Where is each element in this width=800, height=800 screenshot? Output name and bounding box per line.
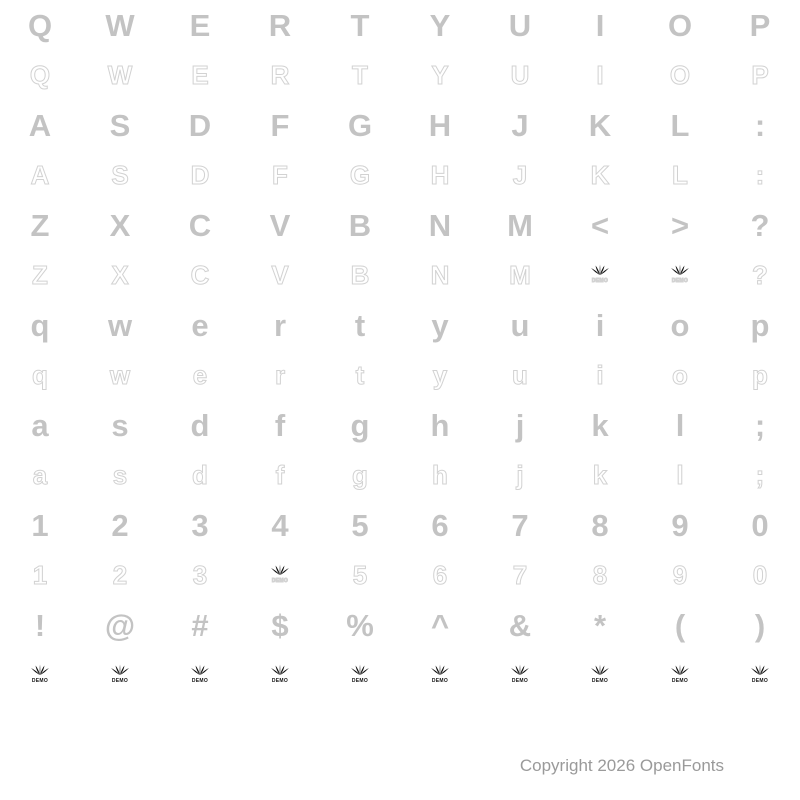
glyph-cell: [720, 400, 800, 450]
glyph-character: 2: [112, 560, 128, 590]
glyph-character: B: [348, 207, 372, 243]
glyph-character: Q: [29, 60, 51, 90]
demo-stamp-cell: [160, 650, 240, 700]
demo-stamp-cell: [0, 650, 80, 700]
glyph-cell: [160, 500, 240, 550]
glyph-character: d: [192, 460, 208, 490]
demo-stamp-icon: [29, 664, 51, 686]
glyph-cell: [80, 100, 160, 150]
glyph-cell: [240, 450, 320, 500]
glyph-cell: [640, 200, 720, 250]
glyph-character: e: [191, 307, 209, 343]
demo-stamp-cell: [80, 650, 160, 700]
glyph-character: h: [430, 407, 450, 443]
glyph-character: j: [515, 407, 525, 443]
demo-stamp-icon: [269, 664, 291, 686]
glyph-cell: [240, 200, 320, 250]
glyph-cell: [80, 150, 160, 200]
glyph-character: E: [189, 7, 211, 43]
glyph-character: U: [508, 7, 532, 43]
glyph-character: 0: [751, 507, 769, 543]
demo-stamp-label: DEMO: [431, 678, 449, 684]
glyph-cell: [320, 450, 400, 500]
glyph-cell: [560, 500, 640, 550]
glyph-character: &: [508, 607, 532, 643]
glyph-cell: [320, 600, 400, 650]
demo-stamp-label: DEMO: [351, 678, 369, 684]
demo-stamp-icon: [669, 264, 691, 286]
glyph-cell: [160, 250, 240, 300]
glyph-cell: [160, 550, 240, 600]
glyph-cell: [480, 450, 560, 500]
glyph-character: p: [750, 307, 770, 343]
glyph-character: C: [190, 260, 210, 290]
glyph-cell: [80, 50, 160, 100]
glyph-character: f: [275, 460, 285, 490]
glyph-cell: [0, 50, 80, 100]
demo-stamp-icon: [109, 664, 131, 686]
glyph-character: ): [754, 607, 766, 643]
glyph-character: 8: [592, 560, 608, 590]
glyph-cell: [160, 300, 240, 350]
demo-stamp-cell: [240, 550, 320, 600]
glyph-cell: [480, 150, 560, 200]
glyph-cell: [400, 0, 480, 50]
glyph-cell: [560, 100, 640, 150]
glyph-character: g: [352, 460, 368, 490]
glyph-character: Y: [431, 60, 449, 90]
glyph-character: 7: [511, 507, 529, 543]
glyph-cell: [80, 300, 160, 350]
glyph-cell: [720, 200, 800, 250]
glyph-cell: [480, 100, 560, 150]
glyph-character: 9: [671, 507, 689, 543]
glyph-cell: [480, 600, 560, 650]
glyph-cell: [720, 450, 800, 500]
glyph-cell: [240, 350, 320, 400]
glyph-cell: [480, 550, 560, 600]
glyph-cell: [160, 400, 240, 450]
glyph-cell: [400, 50, 480, 100]
glyph-character: f: [274, 407, 286, 443]
demo-stamp-label: DEMO: [671, 678, 689, 684]
glyph-character: D: [190, 160, 210, 190]
glyph-character: u: [510, 307, 530, 343]
glyph-character: ?: [750, 207, 770, 243]
glyph-character: o: [672, 360, 688, 390]
glyph-character: H: [430, 160, 450, 190]
glyph-character: :: [754, 107, 766, 143]
glyph-character: S: [109, 107, 131, 143]
glyph-character: :: [755, 160, 765, 190]
glyph-cell: [160, 150, 240, 200]
glyph-character: %: [346, 607, 374, 643]
glyph-character: k: [592, 460, 608, 490]
glyph-character: O: [669, 60, 691, 90]
glyph-cell: [0, 450, 80, 500]
glyph-cell: [240, 50, 320, 100]
glyph-character: X: [111, 260, 129, 290]
glyph-cell: [400, 100, 480, 150]
glyph-character: P: [751, 60, 769, 90]
glyph-cell: [480, 500, 560, 550]
demo-stamp-label: DEMO: [111, 678, 129, 684]
glyph-character: 1: [31, 507, 49, 543]
glyph-cell: [0, 550, 80, 600]
glyph-cell: [640, 600, 720, 650]
demo-stamp-label: DEMO: [191, 678, 209, 684]
glyph-cell: [80, 0, 160, 50]
glyph-cell: [640, 50, 720, 100]
glyph-character: q: [30, 307, 50, 343]
glyph-cell: [640, 350, 720, 400]
glyph-cell: [480, 400, 560, 450]
glyph-cell: [240, 0, 320, 50]
demo-stamp-label: DEMO: [591, 678, 609, 684]
demo-stamp-icon: [189, 664, 211, 686]
demo-stamp-cell: [560, 650, 640, 700]
glyph-character: T: [350, 7, 370, 43]
glyph-character: <: [590, 207, 610, 243]
glyph-character: 4: [271, 507, 289, 543]
glyph-cell: [640, 100, 720, 150]
glyph-character: u: [512, 360, 528, 390]
glyph-character: q: [32, 360, 48, 390]
glyph-cell: [480, 250, 560, 300]
glyph-character: ;: [755, 460, 765, 490]
demo-stamp-cell: [640, 250, 720, 300]
glyph-cell: [80, 550, 160, 600]
glyph-character: F: [272, 160, 288, 190]
glyph-character: w: [109, 360, 131, 390]
glyph-character: l: [675, 407, 685, 443]
glyph-cell: [640, 300, 720, 350]
glyph-character: y: [432, 360, 448, 390]
glyph-character: T: [352, 60, 368, 90]
demo-stamp-cell: [400, 650, 480, 700]
demo-stamp-label: DEMO: [271, 578, 289, 584]
glyph-character: F: [270, 107, 290, 143]
glyph-character: k: [591, 407, 609, 443]
glyph-cell: [400, 500, 480, 550]
glyph-cell: [480, 200, 560, 250]
glyph-cell: [400, 400, 480, 450]
glyph-cell: [720, 150, 800, 200]
glyph-cell: [240, 300, 320, 350]
glyph-cell: [480, 50, 560, 100]
glyph-character: 8: [591, 507, 609, 543]
glyph-cell: [240, 500, 320, 550]
glyph-cell: [320, 200, 400, 250]
demo-stamp-label: DEMO: [751, 678, 769, 684]
glyph-character: Y: [429, 7, 451, 43]
glyph-cell: [400, 300, 480, 350]
glyph-cell: [0, 200, 80, 250]
glyph-character: a: [31, 407, 49, 443]
glyph-cell: [240, 400, 320, 450]
glyph-cell: [720, 350, 800, 400]
glyph-cell: [0, 150, 80, 200]
glyph-cell: [80, 600, 160, 650]
glyph-cell: [240, 100, 320, 150]
glyph-character: s: [112, 460, 128, 490]
glyph-character: J: [511, 107, 529, 143]
glyph-character: G: [347, 107, 373, 143]
glyph-character: t: [355, 360, 365, 390]
glyph-cell: [560, 0, 640, 50]
glyph-cell: [240, 600, 320, 650]
glyph-cell: [560, 400, 640, 450]
demo-stamp-icon: [429, 664, 451, 686]
glyph-cell: [720, 100, 800, 150]
demo-stamp-label: DEMO: [511, 678, 529, 684]
glyph-character: P: [749, 7, 771, 43]
demo-stamp-icon: [269, 564, 291, 586]
demo-stamp-cell: [720, 650, 800, 700]
demo-stamp-cell: [320, 650, 400, 700]
glyph-character: K: [590, 160, 610, 190]
demo-stamp-label: DEMO: [671, 278, 689, 284]
glyph-cell: [560, 200, 640, 250]
glyph-cell: [400, 150, 480, 200]
copyright-footer: [0, 756, 800, 776]
glyph-cell: [640, 550, 720, 600]
glyph-cell: [0, 350, 80, 400]
glyph-character: 7: [512, 560, 528, 590]
glyph-character: Z: [32, 260, 48, 290]
glyph-character: 3: [192, 560, 208, 590]
glyph-character: 6: [431, 507, 449, 543]
glyph-character: W: [107, 60, 133, 90]
glyph-character: 5: [352, 560, 368, 590]
glyph-character: r: [273, 307, 287, 343]
glyph-cell: [480, 300, 560, 350]
glyph-character: w: [107, 307, 133, 343]
glyph-character: (: [674, 607, 686, 643]
demo-stamp-icon: [669, 664, 691, 686]
glyph-cell: [560, 600, 640, 650]
glyph-character: y: [431, 307, 449, 343]
glyph-character: O: [667, 7, 693, 43]
glyph-character: i: [595, 307, 605, 343]
glyph-character: *: [593, 607, 607, 643]
glyph-cell: [400, 550, 480, 600]
glyph-character: 2: [111, 507, 129, 543]
glyph-character: ;: [754, 407, 766, 443]
glyph-cell: [320, 550, 400, 600]
glyph-character: W: [105, 7, 135, 43]
glyph-character: A: [28, 107, 52, 143]
glyph-character: r: [274, 360, 286, 390]
glyph-cell: [0, 500, 80, 550]
glyph-character: N: [430, 260, 450, 290]
glyph-cell: [400, 250, 480, 300]
glyph-cell: [640, 500, 720, 550]
glyph-cell: [160, 200, 240, 250]
glyph-character: E: [191, 60, 209, 90]
glyph-cell: [160, 350, 240, 400]
glyph-character: B: [350, 260, 370, 290]
glyph-cell: [80, 250, 160, 300]
glyph-character: 1: [32, 560, 48, 590]
glyph-cell: [320, 250, 400, 300]
glyph-cell: [560, 50, 640, 100]
glyph-cell: [80, 400, 160, 450]
glyph-cell: [0, 250, 80, 300]
glyph-cell: [560, 450, 640, 500]
glyph-character: J: [512, 160, 528, 190]
glyph-cell: [560, 350, 640, 400]
glyph-character: l: [676, 460, 684, 490]
glyph-cell: [720, 550, 800, 600]
glyph-character: t: [354, 307, 366, 343]
demo-stamp-icon: [749, 664, 771, 686]
demo-stamp-icon: [509, 664, 531, 686]
glyph-cell: [400, 200, 480, 250]
demo-stamp-cell: [640, 650, 720, 700]
glyph-cell: [560, 150, 640, 200]
demo-stamp-icon: [589, 264, 611, 286]
demo-stamp-label: DEMO: [591, 278, 609, 284]
glyph-cell: [400, 600, 480, 650]
glyph-cell: [720, 300, 800, 350]
glyph-character: L: [670, 107, 690, 143]
glyph-cell: [320, 500, 400, 550]
glyph-character: g: [350, 407, 370, 443]
glyph-character: ^: [430, 607, 450, 643]
glyph-cell: [0, 100, 80, 150]
demo-stamp-label: DEMO: [271, 678, 289, 684]
glyph-cell: [640, 400, 720, 450]
glyph-character: 5: [351, 507, 369, 543]
glyph-cell: [480, 350, 560, 400]
glyph-cell: [80, 500, 160, 550]
demo-stamp-icon: [589, 664, 611, 686]
glyph-character: X: [109, 207, 131, 243]
demo-stamp-cell: [480, 650, 560, 700]
glyph-cell: [320, 400, 400, 450]
glyph-cell: [80, 350, 160, 400]
glyph-character: h: [432, 460, 448, 490]
demo-stamp-icon: [349, 664, 371, 686]
glyph-cell: [160, 50, 240, 100]
glyph-cell: [160, 600, 240, 650]
glyph-cell: [400, 350, 480, 400]
glyph-character: G: [349, 160, 371, 190]
glyph-cell: [0, 400, 80, 450]
glyph-character: !: [34, 607, 46, 643]
glyph-cell: [240, 150, 320, 200]
glyph-cell: [720, 500, 800, 550]
glyph-cell: [720, 50, 800, 100]
glyph-character: R: [268, 7, 292, 43]
glyph-character: 6: [432, 560, 448, 590]
glyph-cell: [0, 300, 80, 350]
glyph-character: p: [752, 360, 768, 390]
glyph-character: d: [190, 407, 210, 443]
glyph-character: j: [516, 460, 524, 490]
glyph-cell: [720, 250, 800, 300]
glyph-character: C: [188, 207, 212, 243]
glyph-character: 3: [191, 507, 209, 543]
glyph-cell: [320, 300, 400, 350]
glyph-character: I: [595, 7, 605, 43]
glyph-cell: [320, 50, 400, 100]
glyph-character: >: [670, 207, 690, 243]
glyph-cell: [640, 450, 720, 500]
glyph-character: $: [271, 607, 289, 643]
glyph-character: V: [269, 207, 291, 243]
glyph-cell: [480, 0, 560, 50]
glyph-character: 0: [752, 560, 768, 590]
glyph-character: K: [588, 107, 612, 143]
glyph-cell: [160, 0, 240, 50]
glyph-character: H: [428, 107, 452, 143]
glyph-character: 9: [672, 560, 688, 590]
glyph-character: V: [271, 260, 289, 290]
glyph-character: U: [510, 60, 530, 90]
glyph-character: #: [191, 607, 209, 643]
glyph-character: M: [509, 260, 531, 290]
glyph-cell: [160, 100, 240, 150]
glyph-character: ?: [752, 260, 768, 290]
glyph-cell: [320, 0, 400, 50]
demo-stamp-label: DEMO: [31, 678, 49, 684]
glyph-character: L: [672, 160, 688, 190]
glyph-cell: [320, 350, 400, 400]
glyph-character: a: [32, 460, 48, 490]
glyph-cell: [560, 300, 640, 350]
glyph-character: D: [188, 107, 212, 143]
glyph-cell: [160, 450, 240, 500]
glyph-character: i: [596, 360, 604, 390]
glyph-cell: [560, 550, 640, 600]
glyph-cell: [320, 150, 400, 200]
glyph-cell: [0, 0, 80, 50]
glyph-character: S: [111, 160, 129, 190]
demo-stamp-cell: [560, 250, 640, 300]
glyph-cell: [400, 450, 480, 500]
glyph-cell: [80, 200, 160, 250]
glyph-cell: [720, 600, 800, 650]
glyph-character: s: [111, 407, 129, 443]
glyph-character: M: [507, 207, 533, 243]
glyph-cell: [640, 0, 720, 50]
glyph-character: N: [428, 207, 452, 243]
glyph-cell: [640, 150, 720, 200]
glyph-cell: [80, 450, 160, 500]
glyph-character: Q: [27, 7, 53, 43]
glyph-cell: [240, 250, 320, 300]
glyph-character: A: [30, 160, 50, 190]
copyright-text: Copyright 2026 OpenFonts: [519, 756, 724, 775]
glyph-character: Z: [30, 207, 50, 243]
glyph-character: e: [192, 360, 208, 390]
demo-stamp-cell: [240, 650, 320, 700]
glyph-character: I: [596, 60, 604, 90]
glyph-cell: [0, 600, 80, 650]
glyph-character: R: [270, 60, 290, 90]
glyph-cell: [720, 0, 800, 50]
glyph-character: @: [104, 607, 136, 643]
glyph-cell: [320, 100, 400, 150]
glyph-character: o: [670, 307, 690, 343]
